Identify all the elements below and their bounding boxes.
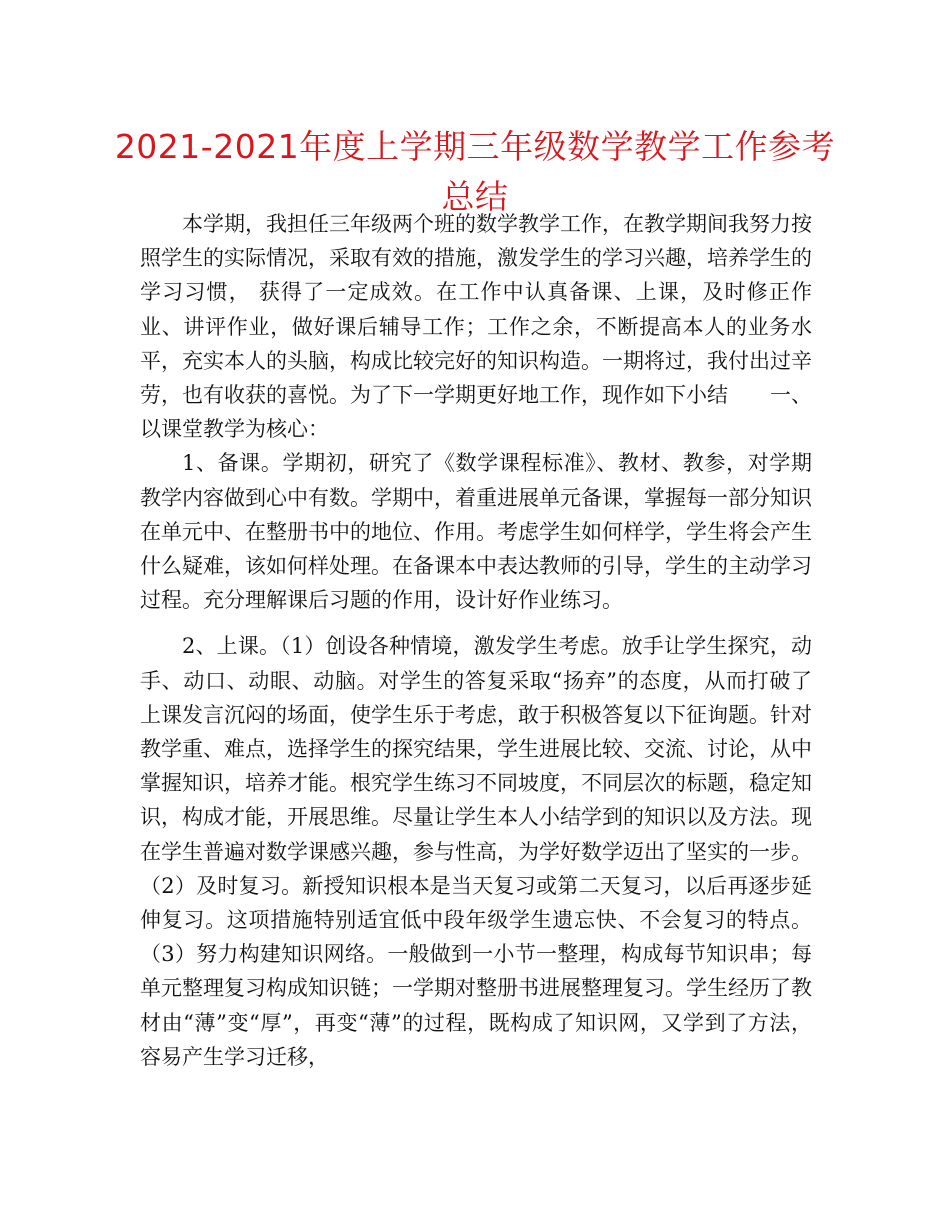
intro-paragraph: 本学期，我担任三年级两个班的数学教学工作，在教学期间我努力按照学生的实际情况，采取有效的措施，激发学生的学习兴趣，培养学生的学习习惯， 获得了一定成效。在工作中认真备课、上课，及时修正作业、讲评作业，做好课后辅导工作；工作之余，不断提高本人的业务水平，充实本人的头脑，构成比较完好的知识构造。一期将过，我付出过辛劳，也有收获的喜悦。为了下一学期更好地工作，现作如下小结 一、以课堂教学为核心： xyxy=(140,212,812,442)
document-title: 2021-2021年度上学期三年级数学教学工作参考总结 xyxy=(114,127,836,216)
class-teaching-paragraph: 2、上课。（1）创设各种情境，激发学生考虑。放手让学生探究，动手、动口、动眼、动脑。对学生的答复采取“扬弃”的态度，从而打破了上课发言沉闷的场面，使学生乐于考虑，敢于积极答复以下征询题。针对教学重、难点，选择学生的探究结果，学生进展比较、交流、讨论，从中掌握知识，培养才能。根究学生练习不同坡度，不同层次的标题，稳定知识，构成才能，开展思维。尽量让学生本人小结学到的知识以及方法。现在学生普遍对数学课感兴趣，参与性高，为学好数学迈出了坚实的一步。（2）及时复习。新授知识根本是当天复习或第二天复习，以后再逐步延伸复习。这项措施特别适宜低中段年级学生遗忘快、不会复习的特点。（3）努力构建知识网络。一般做到一小节一整理，构成每节知识串；每单元整理复习构成知识链；一学期对整册书进展整理复习。学生经历了教材由“薄”变“厚”，再变“薄”的过程，既构成了知识网，又学到了方法，容易产生学习迁移， xyxy=(140,634,812,1069)
lesson-prep-paragraph: 1、备课。学期初，研究了《数学课程标准》、教材、教参，对学期教学内容做到心中有数。学期中，着重进展单元备课，掌握每一部分知识在单元中、在整册书中的地位、作用。考虑学生如何样学，学生将会产生什么疑难，该如何样处理。在备课本中表达教师的引导，学生的主动学习过程。充分理解课后习题的作用，设计好作业练习。 xyxy=(140,451,812,613)
document-body xyxy=(140,207,812,1074)
